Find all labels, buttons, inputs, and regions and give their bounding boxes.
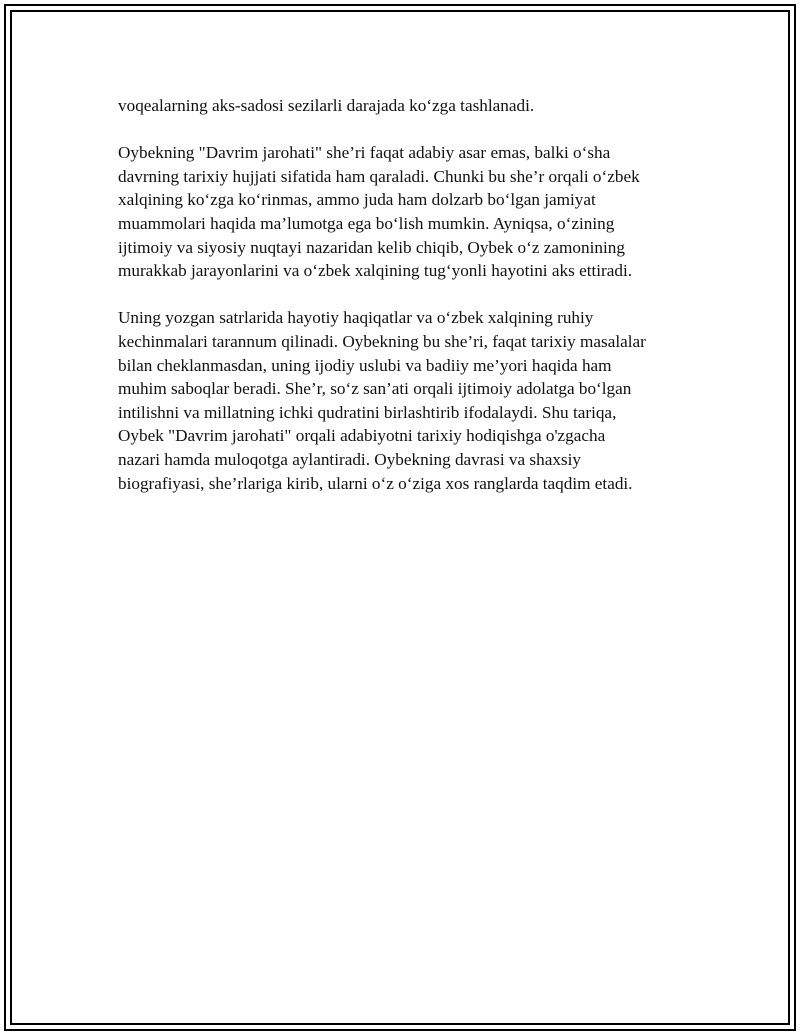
paragraph-2	[118, 141, 698, 283]
text-line: davrning tarixiy hujjati sifatida ham qaraladi. Chunki bu she’r orqali o‘zbek	[118, 166, 640, 186]
text-line: nazari hamda muloqotga aylantiradi. Oybekning davrasi va shaxsiy	[118, 449, 581, 469]
text-line: muhim saboqlar beradi. She’r, so‘z san’ati orqali ijtimoiy adolatga bo‘lgan	[118, 379, 632, 399]
text-line: ijtimoiy va siyosiy nuqtayi nazaridan kelib chiqib, Oybek o‘z zamonining	[118, 237, 625, 257]
text-line: murakkab jarayonlarini va o‘zbek xalqining tug‘yonli hayotini aks ettiradi.	[118, 261, 633, 281]
text-line: muammolari haqida ma’lumotga ega bo‘lish mumkin. Ayniqsa, o‘zining	[118, 213, 615, 233]
text-line: kechinmalari tarannum qilinadi. Oybekning bu she’ri, faqat tarixiy masalalar	[118, 331, 646, 351]
text-line: bilan cheklanmasdan, uning ijodiy uslubi va badiiy me’yori haqida ham	[118, 355, 612, 375]
text-line: intilishni va millatning ichki qudratini birlashtirib ifodalaydi. Shu tariqa,	[118, 402, 617, 422]
text-line: voqealarning aks-sadosi sezilarli darajada ko‘zga tashlanadi.	[118, 96, 535, 115]
paragraph-1	[118, 94, 698, 118]
text-line: Oybekning "Davrim jarohati" she’ri faqat adabiy asar emas, balki o‘sha	[118, 143, 611, 163]
text-line: Oybek "Davrim jarohati" orqali adabiyotni tarixiy hodiqishga o'zgacha	[118, 426, 606, 446]
paragraph-3	[118, 306, 698, 495]
text-line: Uning yozgan satrlarida hayotiy haqiqatlar va o‘zbek xalqining ruhiy	[118, 308, 594, 328]
text-line: xalqining ko‘zga ko‘rinmas, ammo juda ham dolzarb bo‘lgan jamiyat	[118, 190, 596, 210]
document-body	[118, 94, 698, 519]
text-line: biografiyasi, she’rlariga kirib, ularni o‘z o‘ziga xos ranglarda taqdim etadi.	[118, 473, 633, 493]
